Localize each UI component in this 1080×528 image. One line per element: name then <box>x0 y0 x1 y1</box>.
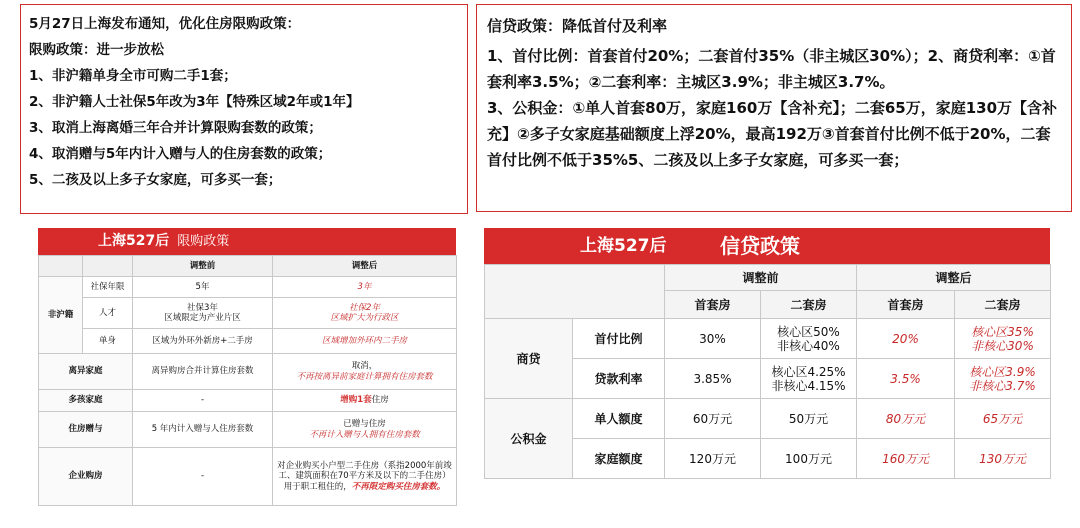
policy-line: 2、非沪籍人士社保5年改为3年【特殊区域2年或1年】 <box>29 94 360 110</box>
policy-line: 4、取消赠与5年内计入赠与人的住房套数的政策； <box>29 146 332 162</box>
table-row: 多孩家庭 - 增购1套住房 <box>39 390 457 412</box>
banner-subtitle: 限购政策 <box>177 234 230 249</box>
credit-policy-table-panel <box>484 228 1050 488</box>
table-row: 单身 区域为外环外新房+二手房 区域增加外环内二手房 <box>39 329 457 354</box>
banner-title: 上海527后 <box>98 233 170 249</box>
policy-line: 3、取消上海离婚三年合并计算限购套数的政策； <box>29 120 322 136</box>
credit-policy-paragraph: 3、公积金：①单人首套80万，家庭160万【含补充】；二套65万，家庭130万【含补充】②多子女家庭基础额度上浮20%，最高192万③首套首付比例不低于20%，二套首付比例不低于35%5、二孩及以上多子女家庭，可多买一套； <box>487 99 1058 169</box>
credit-policy-box <box>476 4 1072 212</box>
col-before: 调整前 <box>133 256 273 277</box>
policy-line: 5月27日上海发布通知，优化住房限购政策： <box>29 16 301 32</box>
table-row: 人才 社保3年 区域限定为产业片区 社保2年 区域扩大为行政区 <box>39 298 457 329</box>
row-category: 公积金 <box>485 399 573 479</box>
policy-line: 5、二孩及以上多子女家庭，可多买一套； <box>29 172 282 188</box>
table-row: 非沪籍 社保年限 5年 3年 <box>39 277 457 298</box>
table-row: 家庭额度 120万元 100万元 160万元 130万元 <box>485 439 1051 479</box>
purchase-policy-table-panel <box>38 228 456 524</box>
table-row: 贷款利率 3.85% 核心区4.25% 非核心4.15% 3.5% 核心区3.9% 非核心3.7% <box>485 359 1051 399</box>
row-category: 非沪籍 <box>39 277 83 354</box>
table-header-row <box>39 256 457 277</box>
row-category: 商贷 <box>485 319 573 399</box>
banner-subtitle: 信贷政策 <box>720 234 800 258</box>
purchase-table-banner <box>38 228 456 255</box>
col-before: 调整前 <box>665 265 857 291</box>
col-after: 调整后 <box>273 256 457 277</box>
table-header-row <box>485 265 1051 291</box>
credit-policy-table <box>484 264 1051 479</box>
row-category: 离异家庭 <box>39 354 133 390</box>
col-after: 调整后 <box>857 265 1051 291</box>
table-row: 住房赠与 5 年内计入赠与人住房套数 已赠与住房 不再计入赠与人拥有住房套数 <box>39 412 457 448</box>
row-category: 企业购房 <box>39 448 133 506</box>
table-row: 企业购房 - 对企业购买小户型二手住房（系指2000年前竣工、建筑面积在70平方米及以下的二手住房）用于职工租住的，不再限定购买住房套数。 <box>39 448 457 506</box>
purchase-policy-box <box>20 4 468 214</box>
table-row: 商贷 首付比例 30% 核心区50% 非核心40% 20% 核心区35% 非核心30% <box>485 319 1051 359</box>
table-row: 公积金 单人额度 60万元 50万元 80万元 65万元 <box>485 399 1051 439</box>
credit-table-banner <box>484 228 1050 264</box>
policy-line: 1、非沪籍单身全市可购二手1套； <box>29 68 237 84</box>
table-subheader-row: 首套房 二套房 首套房 二套房 <box>485 291 1051 319</box>
row-category: 住房赠与 <box>39 412 133 448</box>
policy-line: 限购政策：进一步放松 <box>29 42 164 58</box>
credit-policy-paragraph: 1、首付比例：首套首付20%；二套首付35%（非主城区30%）；2、商贷利率：①首套利率3.5%；②二套利率：主城区3.9%；非主城区3.7%。 <box>487 47 1056 91</box>
row-sub: 单身 <box>83 329 133 354</box>
table-row: 离异家庭 离异购房合并计算住房套数 取消， 不再按离异前家庭计算拥有住房套数 <box>39 354 457 390</box>
row-category: 多孩家庭 <box>39 390 133 412</box>
banner-title: 上海527后 <box>580 236 667 256</box>
credit-policy-title: 信贷政策：降低首付及利率 <box>487 17 668 35</box>
row-sub: 社保年限 <box>83 277 133 298</box>
purchase-policy-table <box>38 255 457 506</box>
row-sub: 人才 <box>83 298 133 329</box>
